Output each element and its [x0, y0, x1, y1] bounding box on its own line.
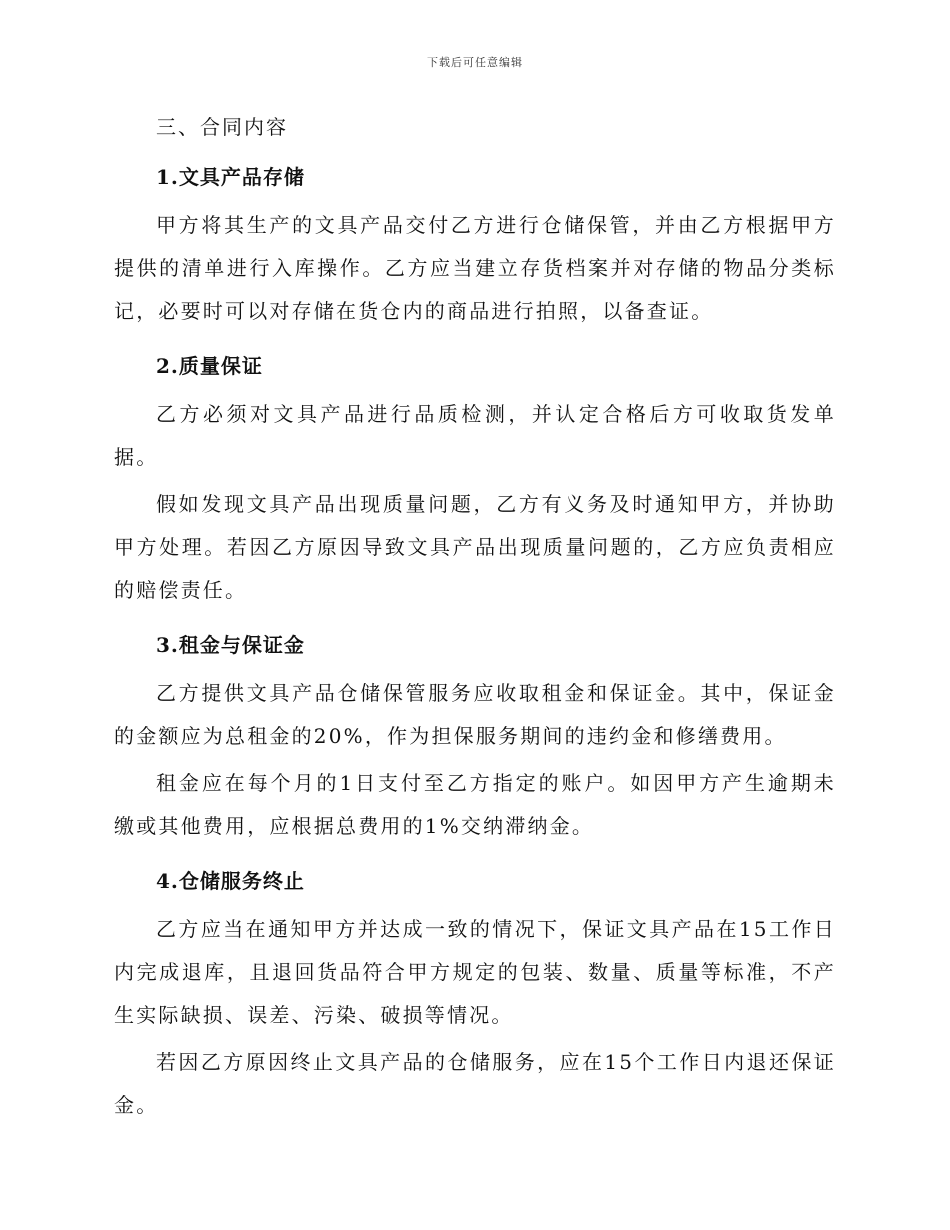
section-title: 三、合同内容 [156, 115, 288, 139]
paragraph: 乙方应当在通知甲方并达成一致的情况下，保证文具产品在15工作日内完成退库，且退回货品符合甲方规定的包装、数量、质量等标准，不产生实际缺损、误差、污染、破损等情况。 [114, 917, 836, 1027]
section-heading-storage: 1.文具产品存储 [156, 165, 305, 189]
header-note: 下载后可任意编辑 [427, 56, 523, 69]
paragraph: 租金应在每个月的1日支付至乙方指定的账户。如因甲方产生逾期未缴或其他费用，应根据总费用的1%交纳滞纳金。 [114, 771, 836, 838]
section-heading-quality: 2.质量保证 [156, 354, 263, 378]
paragraph: 假如发现文具产品出现质量问题，乙方有义务及时通知甲方，并协助甲方处理。若因乙方原因导致文具产品出现质量问题的，乙方应负责相应的赔偿责任。 [114, 492, 836, 602]
paragraph: 乙方提供文具产品仓储保管服务应收取租金和保证金。其中，保证金的金额应为总租金的20%，作为担保服务期间的违约金和修缮费用。 [114, 681, 836, 748]
document-body [114, 110, 836, 1127]
paragraph: 甲方将其生产的文具产品交付乙方进行仓储保管，并由乙方根据甲方提供的清单进行入库操作。乙方应当建立存货档案并对存储的物品分类标记，必要时可以对存储在货仓内的商品进行拍照，以备查证。 [114, 213, 836, 323]
section-heading-termination: 4.仓储服务终止 [156, 869, 305, 893]
section-heading-rent-deposit: 3.租金与保证金 [156, 633, 305, 657]
paragraph: 若因乙方原因终止文具产品的仓储服务，应在15个工作日内退还保证金。 [114, 1050, 836, 1117]
paragraph: 乙方必须对文具产品进行品质检测，并认定合格后方可收取货发单据。 [114, 402, 836, 469]
